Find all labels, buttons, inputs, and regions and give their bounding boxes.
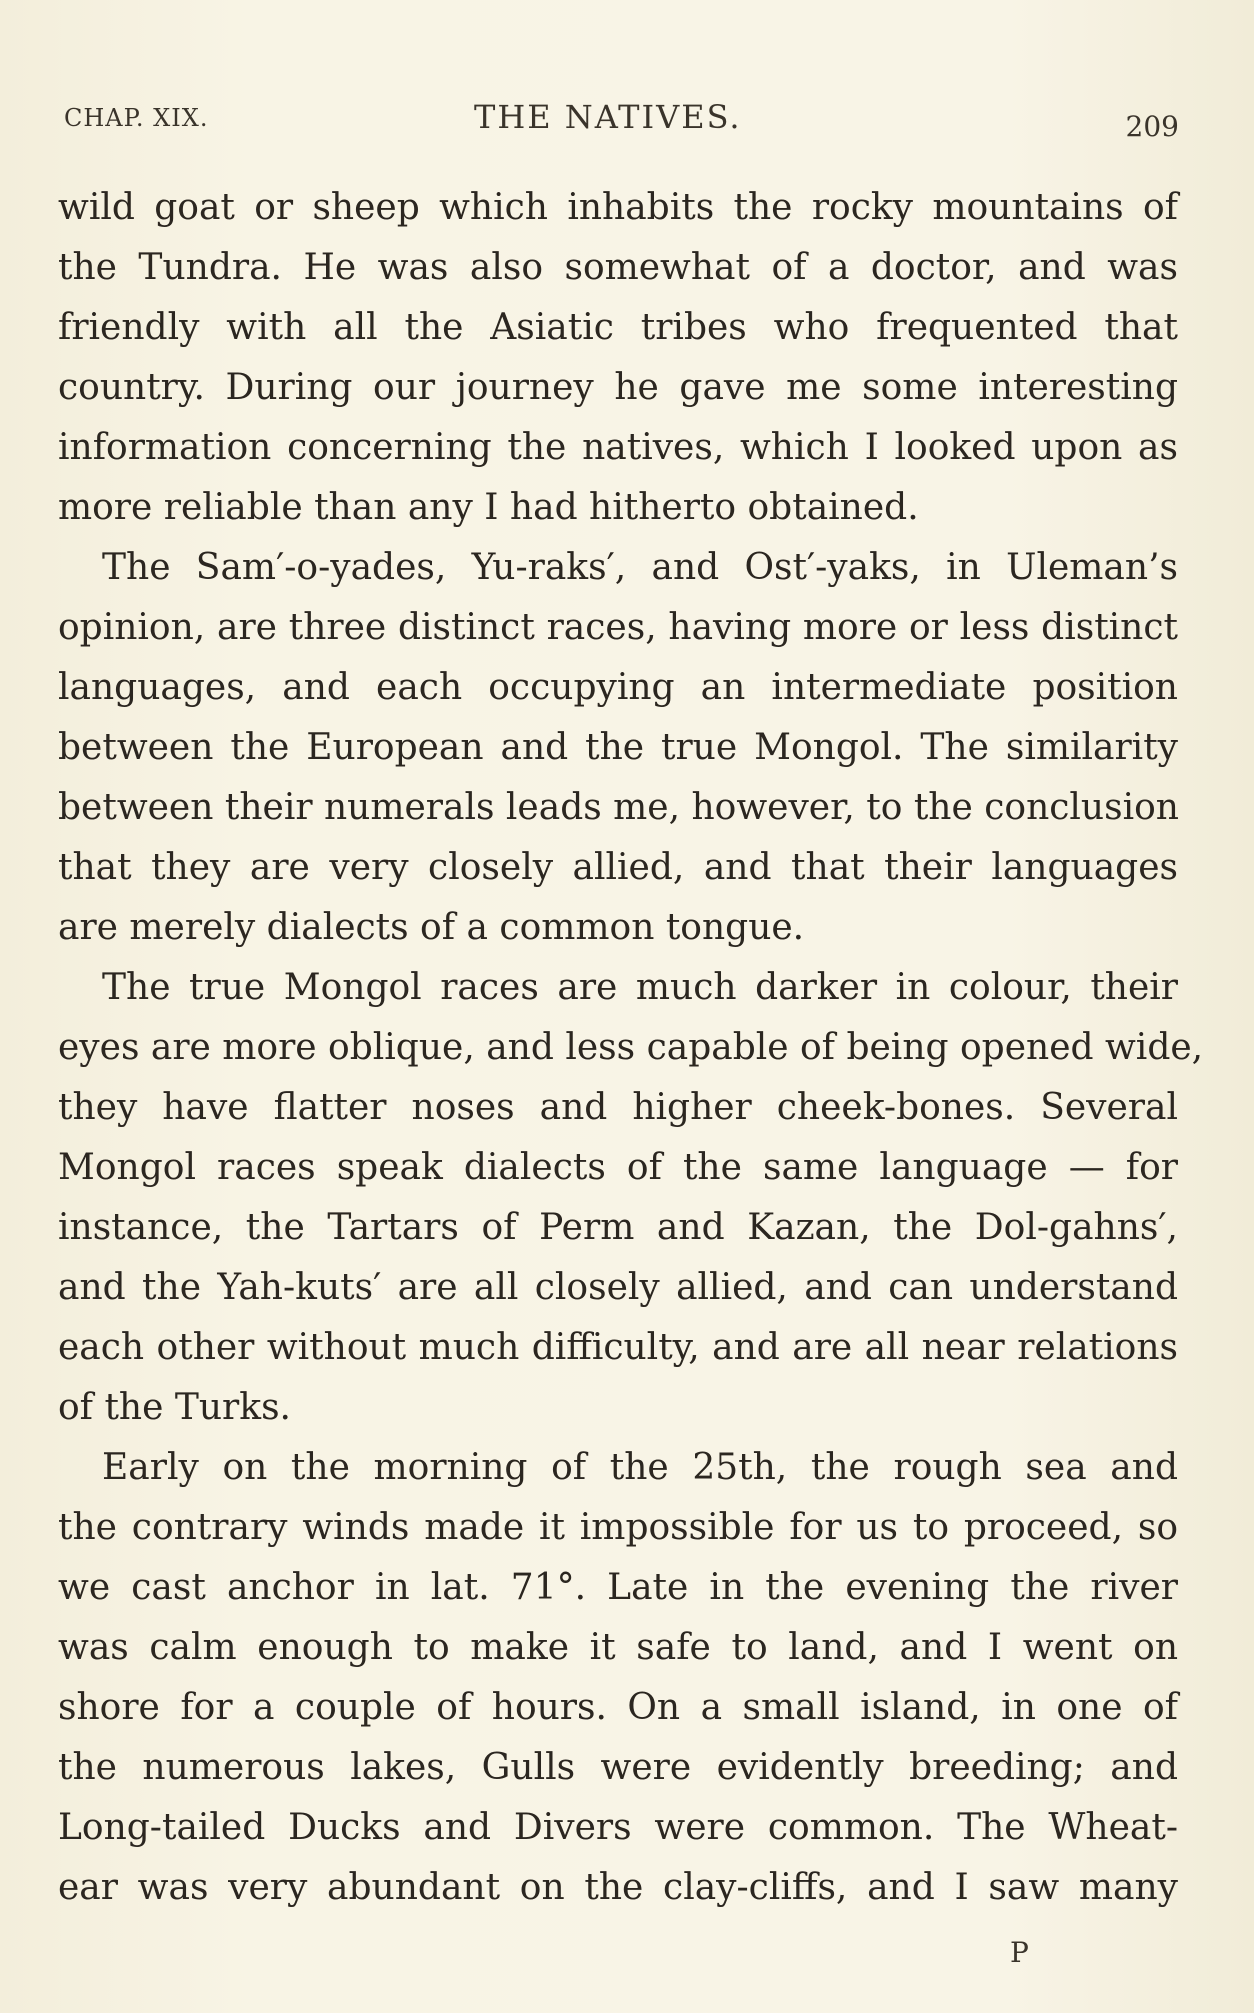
text-line: Long-tailed Ducks and Divers were common. The Wheat-: [58, 1807, 1178, 1848]
paragraph: [58, 1438, 1178, 1918]
text-line: the Tundra. He was also somewhat of a doctor, and was: [58, 247, 1178, 288]
text-line: we cast anchor in lat. 71°. Late in the evening the river: [58, 1567, 1178, 1608]
text-line: instance, the Tartars of Perm and Kazan, the Dol-gahns′,: [58, 1207, 1178, 1248]
page-number: 209: [1125, 110, 1179, 143]
text-line: opinion, are three distinct races, having more or less distinct: [58, 607, 1178, 648]
paragraph: [58, 538, 1178, 958]
text-line: information concerning the natives, which I looked upon as: [58, 427, 1178, 468]
text-line: shore for a couple of hours. On a small island, in one of: [58, 1687, 1178, 1728]
text-line: the contrary winds made it impossible for us to proceed, so: [58, 1507, 1178, 1548]
running-header: [64, 98, 1179, 143]
text-line: wild goat or sheep which inhabits the rocky mountains of: [58, 187, 1178, 228]
signature-mark: P: [1010, 1936, 1029, 1969]
chapter-label: CHAP. XIX.: [64, 104, 209, 132]
text-line: The true Mongol races are much darker in colour, their: [102, 967, 1178, 1008]
text-line: languages, and each occupying an intermediate position: [58, 667, 1178, 708]
text-line: was calm enough to make it safe to land, and I went on: [58, 1627, 1178, 1668]
text-line: friendly with all the Asiatic tribes who frequented that: [58, 307, 1178, 348]
paragraph: [58, 958, 1204, 1438]
text-line: each other without much difficulty, and are all near relations: [58, 1327, 1178, 1368]
text-line: between their numerals leads me, however, to the conclusion: [58, 787, 1179, 828]
text-line: that they are very closely allied, and that their languages: [58, 847, 1178, 888]
text-line: they have flatter noses and higher cheek-bones. Several: [58, 1087, 1178, 1128]
text-line: more reliable than any I had hitherto obtained.: [58, 487, 919, 528]
text-line: Mongol races speak dialects of the same language — for: [58, 1147, 1178, 1188]
text-line: between the European and the true Mongol. The similarity: [58, 727, 1178, 768]
text-line: country. During our journey he gave me some interesting: [58, 367, 1178, 408]
paragraph: [58, 178, 1178, 538]
text-line: Early on the morning of the 25th, the rough sea and: [102, 1447, 1178, 1488]
text-line: ear was very abundant on the clay-cliffs, and I saw many: [58, 1867, 1178, 1908]
body-text: [58, 178, 1204, 1918]
text-line: are merely dialects of a common tongue.: [58, 907, 805, 948]
running-title: THE NATIVES.: [474, 98, 742, 136]
text-line: eyes are more oblique, and less capable of being opened wide,: [58, 1027, 1204, 1068]
text-line: the numerous lakes, Gulls were evidently breeding; and: [58, 1747, 1178, 1788]
text-line: of the Turks.: [58, 1387, 291, 1428]
text-line: The Sam′-o-yades, Yu-raks′, and Ost′-yaks, in Uleman’s: [102, 547, 1178, 588]
text-line: and the Yah-kuts′ are all closely allied, and can understand: [58, 1267, 1178, 1308]
